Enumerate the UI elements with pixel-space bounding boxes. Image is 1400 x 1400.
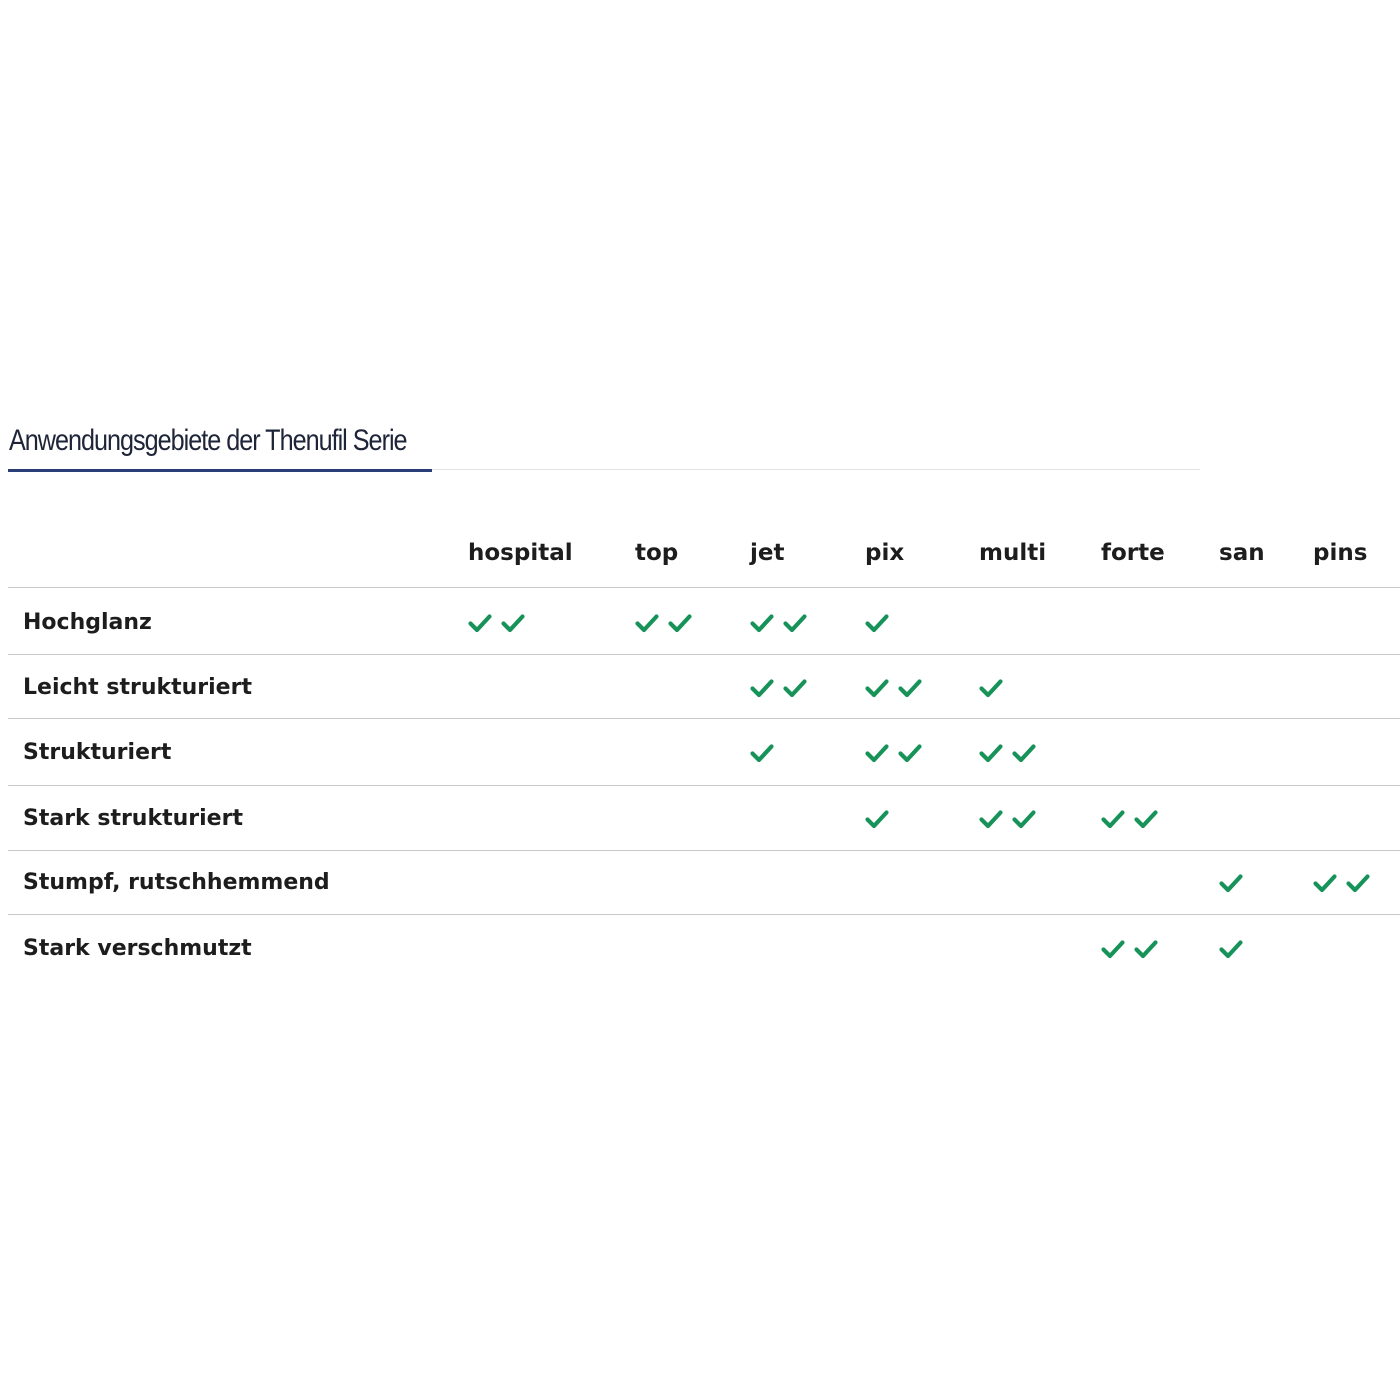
check-icon bbox=[865, 611, 889, 635]
rating-multi bbox=[979, 676, 1003, 700]
check-icon bbox=[1313, 871, 1337, 895]
check-icon bbox=[1012, 741, 1036, 765]
rating-pix bbox=[865, 676, 922, 700]
rating-multi bbox=[979, 807, 1036, 831]
column-header-san: san bbox=[1219, 540, 1265, 566]
rating-top bbox=[635, 611, 692, 635]
check-icon bbox=[1101, 937, 1125, 961]
check-icon bbox=[1346, 871, 1370, 895]
row-divider bbox=[8, 718, 1400, 719]
rating-jet bbox=[750, 676, 807, 700]
rating-pix bbox=[865, 611, 889, 635]
rating-multi bbox=[979, 741, 1036, 765]
column-header-forte: forte bbox=[1101, 540, 1165, 566]
check-icon bbox=[750, 611, 774, 635]
rating-jet bbox=[750, 611, 807, 635]
check-icon bbox=[750, 741, 774, 765]
check-icon bbox=[1219, 871, 1243, 895]
title-underline bbox=[432, 469, 1200, 470]
rating-jet bbox=[750, 741, 774, 765]
row-divider bbox=[8, 914, 1400, 915]
row-label: Leicht strukturiert bbox=[23, 675, 252, 700]
check-icon bbox=[865, 676, 889, 700]
check-icon bbox=[635, 611, 659, 635]
rating-forte bbox=[1101, 807, 1158, 831]
row-label: Stark verschmutzt bbox=[23, 936, 252, 961]
column-header-jet: jet bbox=[750, 540, 785, 566]
title-underline-accent bbox=[8, 469, 432, 472]
check-icon bbox=[898, 741, 922, 765]
row-label: Strukturiert bbox=[23, 740, 172, 765]
check-icon bbox=[979, 807, 1003, 831]
check-icon bbox=[668, 611, 692, 635]
check-icon bbox=[1134, 937, 1158, 961]
row-divider bbox=[8, 785, 1400, 786]
check-icon bbox=[1012, 807, 1036, 831]
rating-pins bbox=[1313, 871, 1370, 895]
rating-san bbox=[1219, 871, 1243, 895]
row-divider bbox=[8, 587, 1400, 588]
check-icon bbox=[1219, 937, 1243, 961]
check-icon bbox=[783, 611, 807, 635]
rating-san bbox=[1219, 937, 1243, 961]
check-icon bbox=[501, 611, 525, 635]
check-icon bbox=[979, 676, 1003, 700]
check-icon bbox=[979, 741, 1003, 765]
check-icon bbox=[898, 676, 922, 700]
check-icon bbox=[865, 807, 889, 831]
row-label: Stumpf, rutschhemmend bbox=[23, 870, 330, 895]
row-label: Hochglanz bbox=[23, 610, 152, 635]
row-divider bbox=[8, 850, 1400, 851]
column-header-hospital: hospital bbox=[468, 540, 573, 566]
column-header-pix: pix bbox=[865, 540, 905, 566]
row-divider bbox=[8, 654, 1400, 655]
check-icon bbox=[783, 676, 807, 700]
check-icon bbox=[468, 611, 492, 635]
check-icon bbox=[1134, 807, 1158, 831]
row-label: Stark strukturiert bbox=[23, 806, 243, 831]
column-header-pins: pins bbox=[1313, 540, 1368, 566]
check-icon bbox=[1101, 807, 1125, 831]
section-title: Anwendungsgebiete der Thenufil Serie bbox=[9, 424, 407, 457]
check-icon bbox=[750, 676, 774, 700]
rating-pix bbox=[865, 807, 889, 831]
column-header-top: top bbox=[635, 540, 679, 566]
rating-pix bbox=[865, 741, 922, 765]
check-icon bbox=[865, 741, 889, 765]
rating-forte bbox=[1101, 937, 1158, 961]
column-header-multi: multi bbox=[979, 540, 1047, 566]
rating-hospital bbox=[468, 611, 525, 635]
